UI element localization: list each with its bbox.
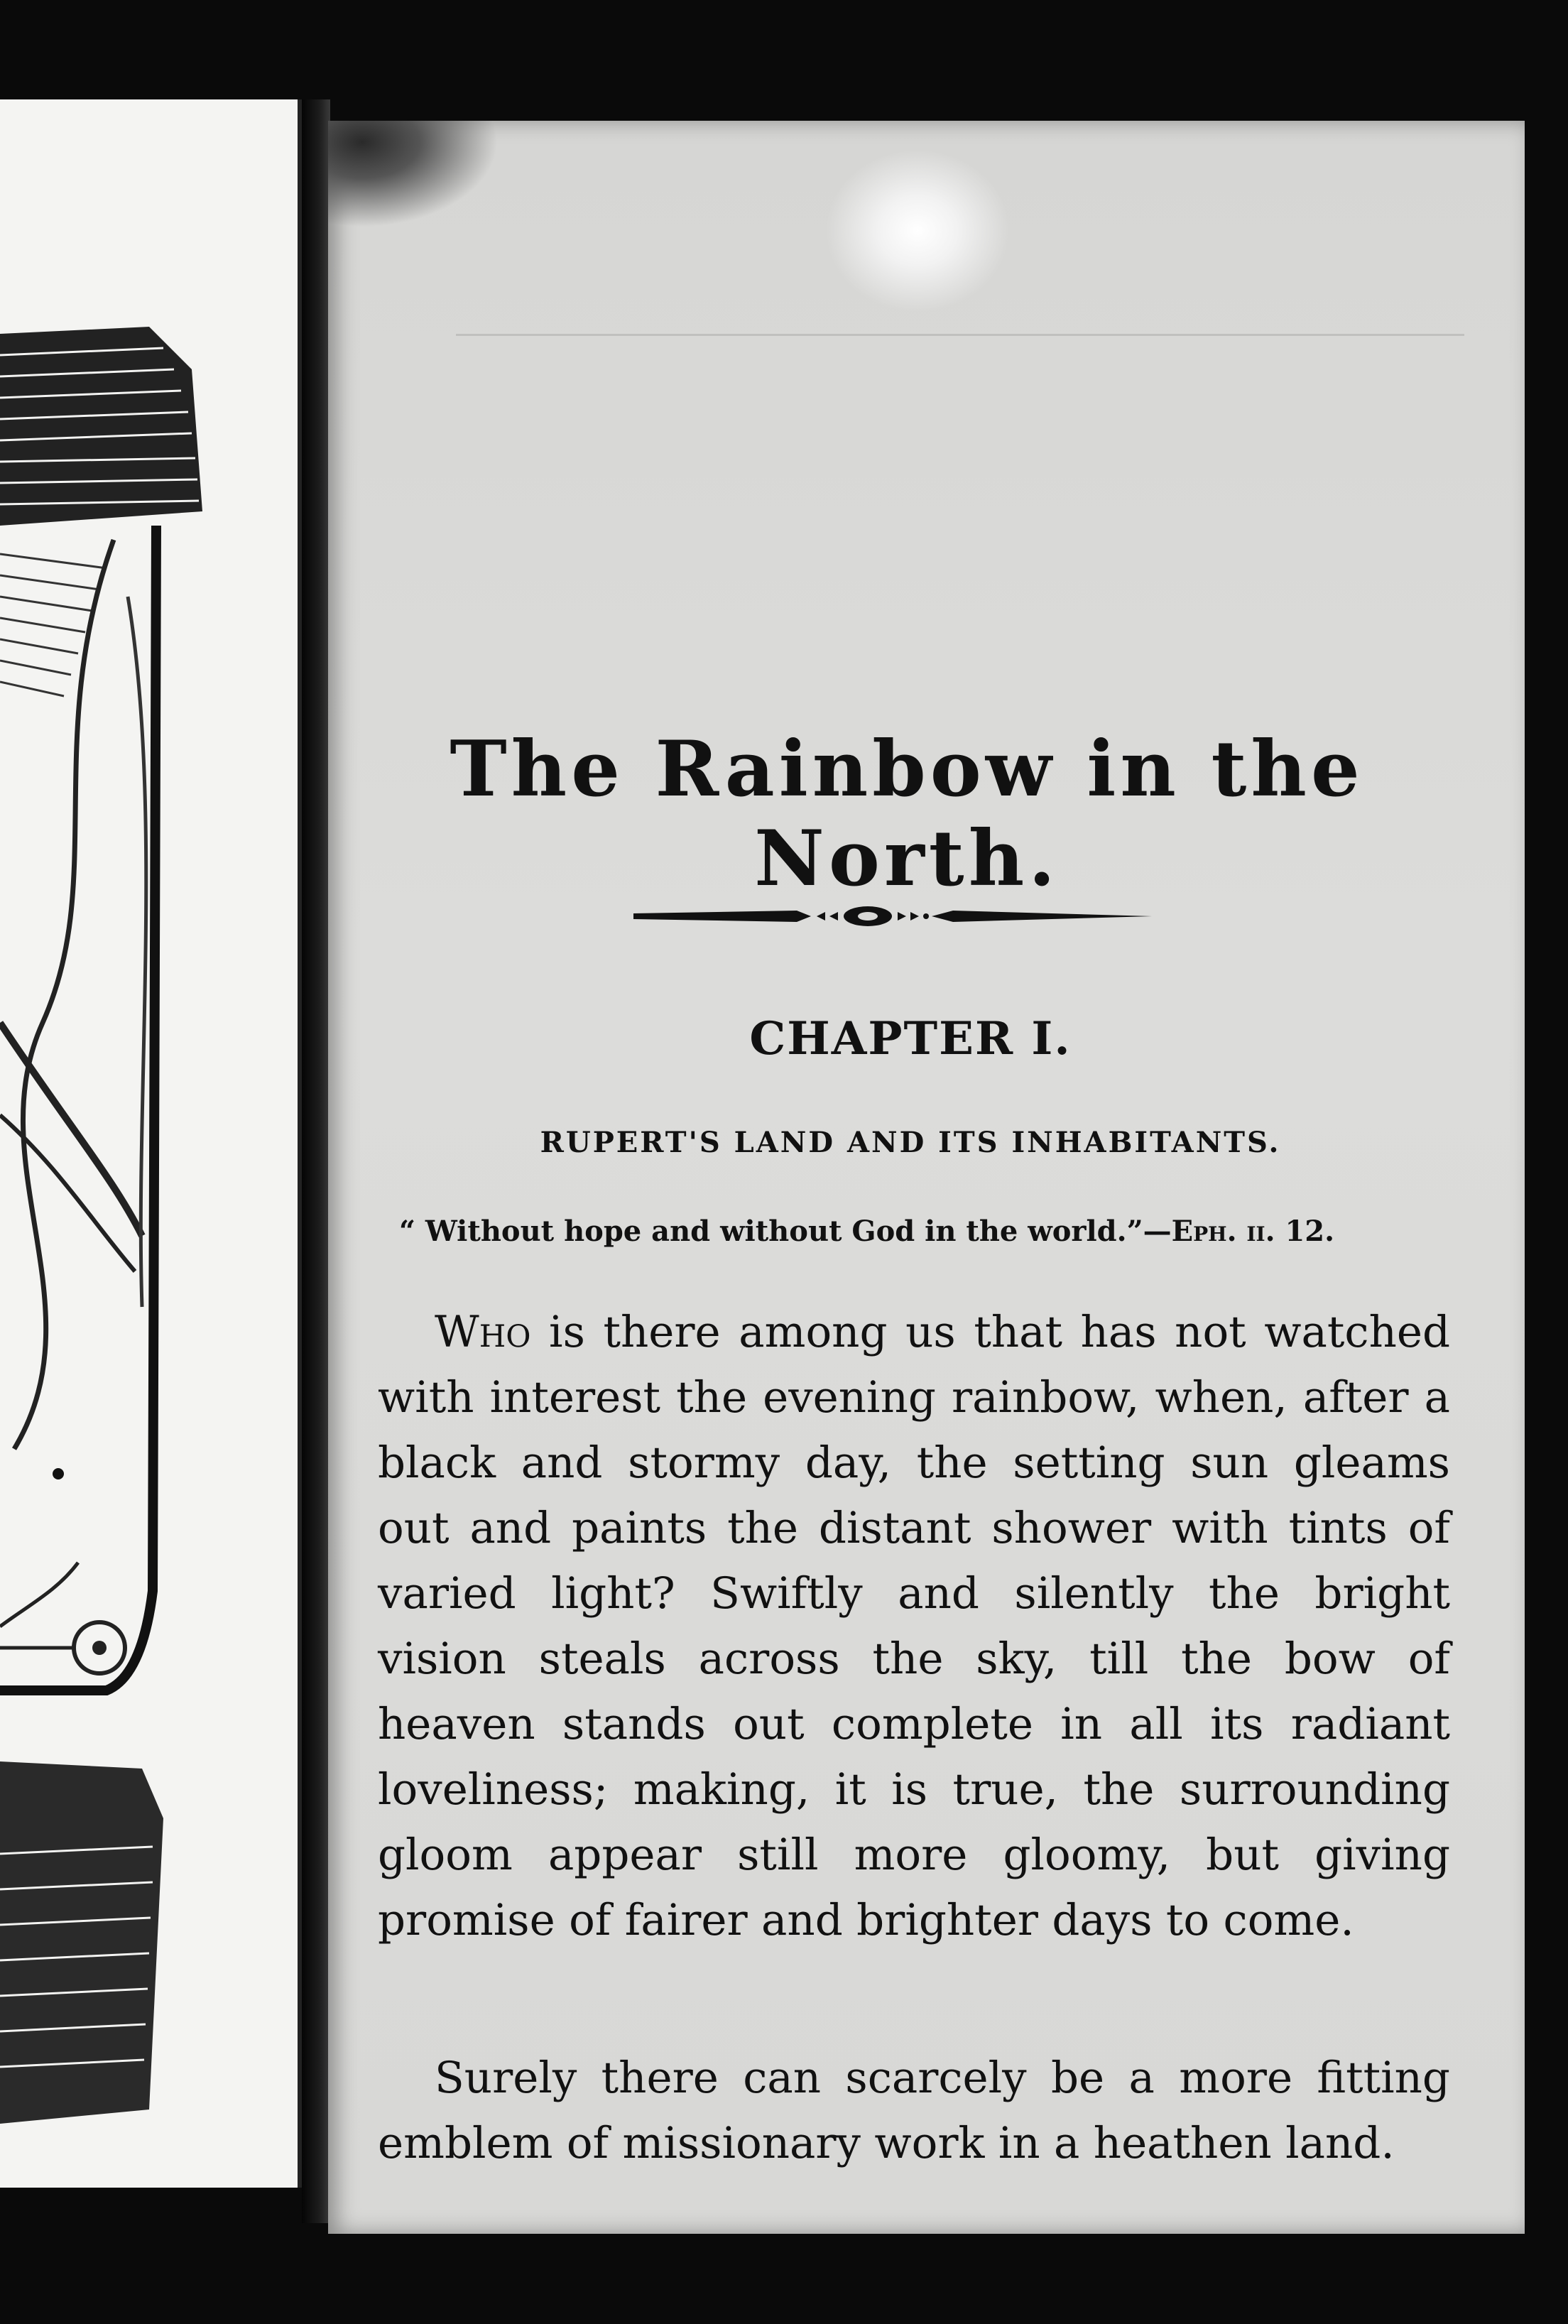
page-bright-spot [825, 149, 1010, 313]
ornamental-divider [633, 895, 1152, 938]
book-gutter [302, 99, 330, 2223]
page-stain [328, 121, 499, 227]
page-title: The Rainbow in the North. [450, 724, 1364, 903]
paragraph-1-text: is there among us that has not watched with interest the evening rainbow, when, after a black and stormy day, the setting sun gleams out and paints the distant shower with tints of varied light? Swiftly and silently the bright vision steals across the sky, till the bow of heaven stands out complete in all its radiant loveliness; making, it is true, the surrounding gloom appear still more gloomy, but giving promise of fairer and brighter days to come. [378, 1307, 1450, 1945]
body-paragraph-2: Surely there can scarcely be a more fitting emblem of missionary work in a heathen land. [378, 2053, 1450, 2168]
bleed-through-rule [456, 334, 1464, 336]
chapter-subtitle: RUPERT'S LAND AND ITS INHABITANTS. [540, 1126, 1281, 1159]
epigraph [399, 1215, 1493, 1248]
right-page [328, 121, 1525, 2234]
chapter-heading: CHAPTER I. [749, 1012, 1072, 1065]
epigraph-reference: Eph. ii. 12. [1171, 1215, 1335, 1248]
epigraph-quote: “ Without hope and without God in the world.”— [399, 1215, 1172, 1248]
engraving-illustration [0, 99, 302, 2188]
body-paragraph-1 [378, 1300, 1450, 1953]
paragraph-lead-word: Who [435, 1307, 531, 1357]
left-page [0, 99, 302, 2188]
